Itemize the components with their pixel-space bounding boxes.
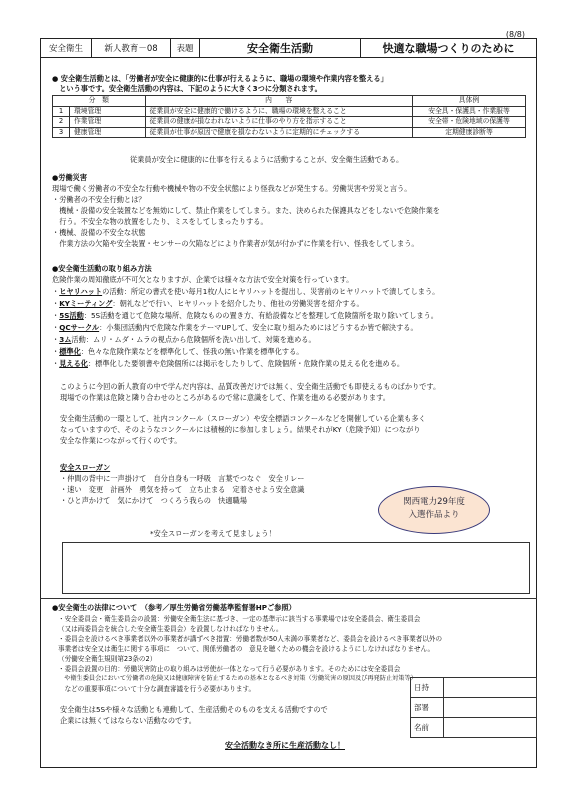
effort-item: ・5S活動：5S活動を通じて危険な場所、危険なものの置き方、有給設備などを整理して危険箇所を取り除いてしまう。 <box>52 311 438 320</box>
effort-desc: ：5S活動を通じて危険な場所、危険なものの置き方、有給設備などを整理して危険箇所を取り除いてしまう。 <box>83 311 438 320</box>
law-line: ・委員会を設けるべき事業者以外の事業者が講ずべき措置：労働者数が50人未満の事業者など、委員会を設けるべき事業者以外の <box>58 635 443 643</box>
effort-desc: ：朝礼などで行い、ヒヤリハットを紹介したり、他社の労働災害を紹介する。 <box>112 299 364 308</box>
slogan-answer-box[interactable] <box>62 542 530 594</box>
disaster-line: ・機械、設備の不安全な状態 <box>52 228 146 237</box>
disaster-line: 現場で働く労働者の不安全な行動や機械や物の不安全状態により怪我などが発生する。労働災害や労災と言う。 <box>52 184 412 193</box>
effort-item: ・KYミーティング：朝礼などで行い、ヒヤリハットを紹介したり、他社の労働災害を紹介する。 <box>52 299 364 308</box>
effort-term: 3ム <box>59 335 72 344</box>
efforts-lead: 危険作業の周知徹底が不可欠となりますが、企業では様々な方法で安全対策を行っています。 <box>52 275 354 284</box>
table-cell-content: 従業員の健康が損なわれないように仕事のやり方を指示すること <box>145 117 412 128</box>
effort-term: 標準化 <box>59 347 81 356</box>
closing-slogan: 安全活動なき所に生産活動なし！ <box>225 741 345 750</box>
paragraph-line: 安全な作業につながって行くのです。 <box>60 436 182 445</box>
law-line: （労働安全衛生規則第23条の2） <box>58 655 157 663</box>
table-cell-content: 従業員が安全に健康的で働けるように、職場の環境を整えること <box>145 106 412 117</box>
slogan-line: ・仲間の背中に一声掛けて 自分自身も一呼吸 言葉でつなぐ 安全リレー <box>60 474 305 483</box>
date-field[interactable] <box>444 678 537 698</box>
table-row <box>53 106 526 117</box>
department-label: 部署 <box>411 698 444 718</box>
effort-item: ・3ム活動：ムリ・ムダ・ムラの視点から危険個所を洗い出して、対策を進める。 <box>52 335 316 344</box>
date-label: 日持 <box>411 678 444 698</box>
effort-item: ・ヒヤリハットの活動：所定の書式を使い毎月1枚/人にヒヤリハットを提出し、災害前のヒヤリハットで潰してしまう。 <box>52 287 440 296</box>
department-field[interactable] <box>444 698 537 718</box>
badge-line-2: 入選作品より <box>408 510 460 520</box>
name-label: 名前 <box>411 718 444 738</box>
slogan-source-badge <box>378 486 490 534</box>
effort-term: KYミーティング <box>59 299 113 308</box>
effort-desc: ：色々な危険作業などを標準化して、怪我の無い作業を標準化する。 <box>80 347 304 356</box>
effort-desc: ：小集団活動内で危険な作業をテーマUPして、安全に取り組みためにはどうするか皆で解決する。 <box>99 323 418 332</box>
table-header-row <box>53 96 526 107</box>
header-doc-id: 新人教育－08 <box>92 39 171 57</box>
table-header-category: 分 類 <box>53 96 146 107</box>
intro-line-1: ● 安全衛生活動とは、「労働者が安全に健康的に仕事が行えるように、職場の環境や作業内容を整える」 <box>52 74 388 83</box>
effort-desc: 活動：ムリ・ムダ・ムラの視点から危険個所を洗い出して、対策を進める。 <box>71 335 316 344</box>
slogan-line: ・ひと声かけて 気にかけて つくろう我らの 快適職場 <box>60 496 247 505</box>
effort-desc: ：標準化した要領書や危険個所には掲示をしたりして、危険個所・危険作業の見える化を進める。 <box>87 359 405 368</box>
table-cell-category: 環境管理 <box>70 106 146 117</box>
effort-term: ヒヤリハット <box>59 287 103 296</box>
law-line: ・委員会設置の目的：労働災害防止の取り組みは労使が一体となって行う必要があります。そのためには安全委員会 <box>58 665 401 673</box>
table-cell-no: 3 <box>53 127 70 138</box>
table-cell-content: 従業員が仕事が原因で健康を損なわないように定期的にチェックする <box>145 127 412 138</box>
law-line: 事業者は安全又は衛生に関する事項に ついて、関係労働者の 意見を聴くための機会を設けるようにしなければなりません。 <box>58 645 435 653</box>
law-line: などの重要事項について十分な調査審議を行う必要があります。 <box>58 685 256 693</box>
table-cell-no: 2 <box>53 117 70 128</box>
effort-term: QCサークル <box>59 323 100 332</box>
paragraph-line: このように今回の新人教育の中で学んだ内容は、品質改善だけでは無く、安全衛生活動でも即使えるものばかりです。 <box>60 382 441 391</box>
header-title: 快適な職場つくりのために <box>382 42 515 55</box>
disaster-heading: ●労働災害 <box>52 173 88 182</box>
summary-text: 従業員が安全に健康的に仕事を行えるように活動することが、安全衛生活動である。 <box>130 155 404 164</box>
table-cell-category: 作業管理 <box>70 117 146 128</box>
efforts-heading: ●安全衛生活動の取り組み方法 <box>52 264 152 273</box>
closing-line: 企業には無くてはならない活動なのです。 <box>60 716 196 725</box>
law-line: や衛生委員会において労働者の危険又は健康障害を防止するための基本となるべき対策（労働災害の原因及び再発防止対策等） <box>58 675 417 682</box>
paragraph-line: なっていますので、そのようなコンクールには積極的に参加しましょう。結果それがKY（危険予知）につながり <box>60 425 421 434</box>
law-heading: ●安全衛生の法律について （参考／厚生労働省労働基準監督署HPご参照） <box>52 603 296 612</box>
table-header-example: 具体例 <box>413 96 526 107</box>
header-category: 安全衛生 <box>41 39 92 57</box>
table-row <box>53 117 526 128</box>
disaster-line: 作業方法の欠陥や安全装置・センサーの欠陥などにより作業者が気が付かずに作業を行い、怪我をしてしまう。 <box>52 239 419 248</box>
table-cell-example: 安全具・保護具・作業服等 <box>413 106 526 117</box>
document-header <box>40 38 537 58</box>
law-line: ・安全委員会・衛生委員会の設置：労働安全衛生法に基づき、一定の基準示に該当する事業場では安全委員会、衛生委員会 <box>58 615 421 623</box>
page-number: (8/8) <box>505 30 525 39</box>
header-subject: 安全衛生活動 <box>200 39 361 57</box>
effort-term: 見える化 <box>59 359 88 368</box>
disaster-line: ・労働者の不安全行動とは？ <box>52 195 146 204</box>
effort-item: ・QCサークル：小集団活動内で危険な作業をテーマUPして、安全に取り組みためにはどうするか皆で解決する。 <box>52 323 418 332</box>
name-field[interactable] <box>444 718 537 738</box>
disaster-line: 機械・設備の安全装置などを無効にして、禁止作業をしてしまう。また、決められた保護具などをしないで危険作業を <box>52 206 440 215</box>
effort-term: 5S活動 <box>59 311 84 320</box>
effort-desc: の活動：所定の書式を使い毎月1枚/人にヒヤリハットを提出し、災害前のヒヤリハットで潰してしまう。 <box>102 287 440 296</box>
section-divider <box>40 598 537 599</box>
slogan-line: ・速い 変更 計画外 勇気を持って 立ち止まる 定着させよう安全意識 <box>60 485 305 494</box>
paragraph-line: 安全衛生活動の一環として、社内コンクール（スローガン）や安全標語コンクールなどを開催している企業も多く <box>60 414 426 423</box>
slogan-heading: 安全スローガン <box>60 463 111 472</box>
paragraph-line: 現場での作業は危険と隣り合わせのところがあるので常に意識をして、作業を進める必要があります。 <box>60 393 390 402</box>
table-cell-example: 定期健康診断等 <box>413 127 526 138</box>
intro-line-2: という事です。安全衛生活動の内容は、下記のように大きく3つに分類されます。 <box>52 84 322 93</box>
disaster-line: 行う。不安全な物の放置をしたり、ミスをしてしまったりする。 <box>52 217 268 226</box>
header-title-label: 表題 <box>171 39 200 57</box>
classification-table <box>52 95 526 138</box>
sign-off-table <box>410 677 537 738</box>
table-cell-category: 健康管理 <box>70 127 146 138</box>
table-row <box>53 127 526 138</box>
effort-item: ・標準化：色々な危険作業などを標準化して、怪我の無い作業を標準化する。 <box>52 347 304 356</box>
table-cell-example: 安全帯・危険地域の保護等 <box>413 117 526 128</box>
table-header-content: 内 容 <box>145 96 412 107</box>
table-cell-no: 1 <box>53 106 70 117</box>
effort-item: ・見える化：標準化した要領書や危険個所には掲示をしたりして、危険個所・危険作業の見える化を進める。 <box>52 359 405 368</box>
slogan-prompt: *安全スローガンを考えて見ましょう！ <box>150 529 276 538</box>
closing-line: 安全衛生は5Sや様々な活動とも連動して、生産活動そのものを支える活動ですので <box>60 705 328 714</box>
badge-line-1: 関西電力29年度 <box>403 497 465 507</box>
law-line: （又は両委員会を統合した安全衛生委員会）を設置しなければなりません。 <box>58 625 283 633</box>
